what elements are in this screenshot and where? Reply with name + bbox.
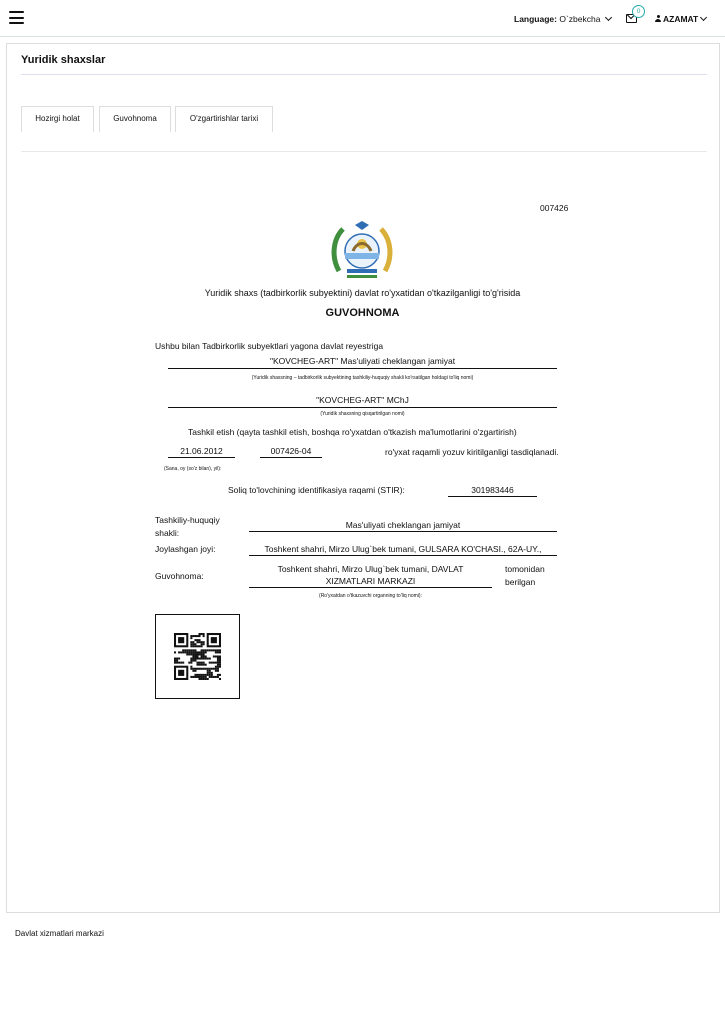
certificate-title: GUVOHNOMA (325, 307, 400, 319)
language-value: O`zbekcha (559, 14, 601, 24)
panel-title: Yuridik shaxslar (21, 54, 106, 66)
issuer-suffix: tomonidan (505, 564, 545, 574)
date-caption: (Sana, oy (so'z bilan), yil): (164, 466, 222, 472)
qr-code-frame (155, 614, 240, 699)
qr-code-icon (174, 633, 221, 680)
user-icon (655, 15, 661, 22)
tin-label: Soliq to'lovchining identifikasiya raqami (STIR): (228, 485, 405, 495)
chevron-down-icon (605, 14, 612, 21)
certificate-heading: Yuridik shaxs (tadbirkorlik subyektini) davlat ro'yxatidan o'tkazilganligi to'g'risida (204, 288, 521, 298)
certificate-number: 007426 (540, 203, 569, 213)
username: AZAMAT (663, 14, 699, 24)
registration-number: 007426-04 (260, 446, 322, 458)
tab-guvohnoma[interactable]: Guvohnoma (99, 106, 171, 132)
language-label: Language: (514, 14, 557, 24)
issuer-caption: (Ro'yxatdan o'tkazuvchi organning to'liq nomi): (319, 593, 422, 599)
issuer-value: Toshkent shahri, Mirzo Ulug`bek tumani, DAVLAT (277, 564, 464, 574)
short-name: "KOVCHEG-ART" MChJ (168, 395, 557, 408)
legal-form-value: Mas'uliyati cheklangan jamiyat (249, 520, 557, 532)
tin-value: 301983446 (448, 485, 537, 497)
legal-form-label-2: shakli: (155, 528, 180, 538)
divider (21, 151, 707, 152)
language-selector[interactable] (514, 14, 611, 24)
menu-icon[interactable] (9, 11, 24, 24)
short-name-caption: (Yuridik shaxsning qisqartirilgan nomi) (320, 411, 405, 417)
footer-text: Davlat xizmatlari markazi (15, 929, 104, 938)
chevron-down-icon (700, 14, 707, 21)
registration-note: Tashkil etish (qayta tashkil etish, boshqa ro'yxatdan o'tkazish ma'lumotlarini o'zgartirish) (188, 427, 517, 437)
notification-badge[interactable]: 0 (632, 5, 645, 18)
state-emblem (331, 221, 393, 279)
issuer-label: Guvohnoma: (155, 571, 204, 581)
user-menu[interactable] (655, 14, 706, 24)
full-name: "KOVCHEG-ART" Mas'uliyati cheklangan jamiyat (168, 356, 557, 369)
issuer-suffix-2: berilgan (505, 577, 536, 587)
legal-form-label: Tashkiliy-huquqiy (155, 515, 220, 525)
issuer-value-2: XIZMATLARI MARKAZI (249, 576, 492, 588)
registration-confirmed: ro'yxat raqamli yozuv kiritilganligi tasdiqlanadi. (385, 447, 559, 457)
full-name-caption: (Yuridik shaxsning – tadbirkorlik subyektining tashkiliy-huquqiy shakli ko'rsatilgan holdagi to'liq nomi) (251, 375, 474, 381)
content-panel (6, 43, 720, 913)
divider (21, 74, 707, 75)
tab-hozirgi-holat[interactable]: Hozirgi holat (21, 106, 94, 132)
top-navbar (0, 0, 725, 37)
address-label: Joylashgan joyi: (155, 544, 216, 554)
registration-date: 21.06.2012 (168, 446, 235, 458)
tab-ozgartirishlar-tarixi[interactable]: O'zgartirishlar tarixi (175, 106, 273, 132)
address-value: Toshkent shahri, Mirzo Ulug`bek tumani, GULSARA KO'CHASI., 62A-UY., (249, 544, 557, 556)
intro-text: Ushbu bilan Tadbirkorlik subyektlari yagona davlat reyestriga (155, 341, 384, 351)
